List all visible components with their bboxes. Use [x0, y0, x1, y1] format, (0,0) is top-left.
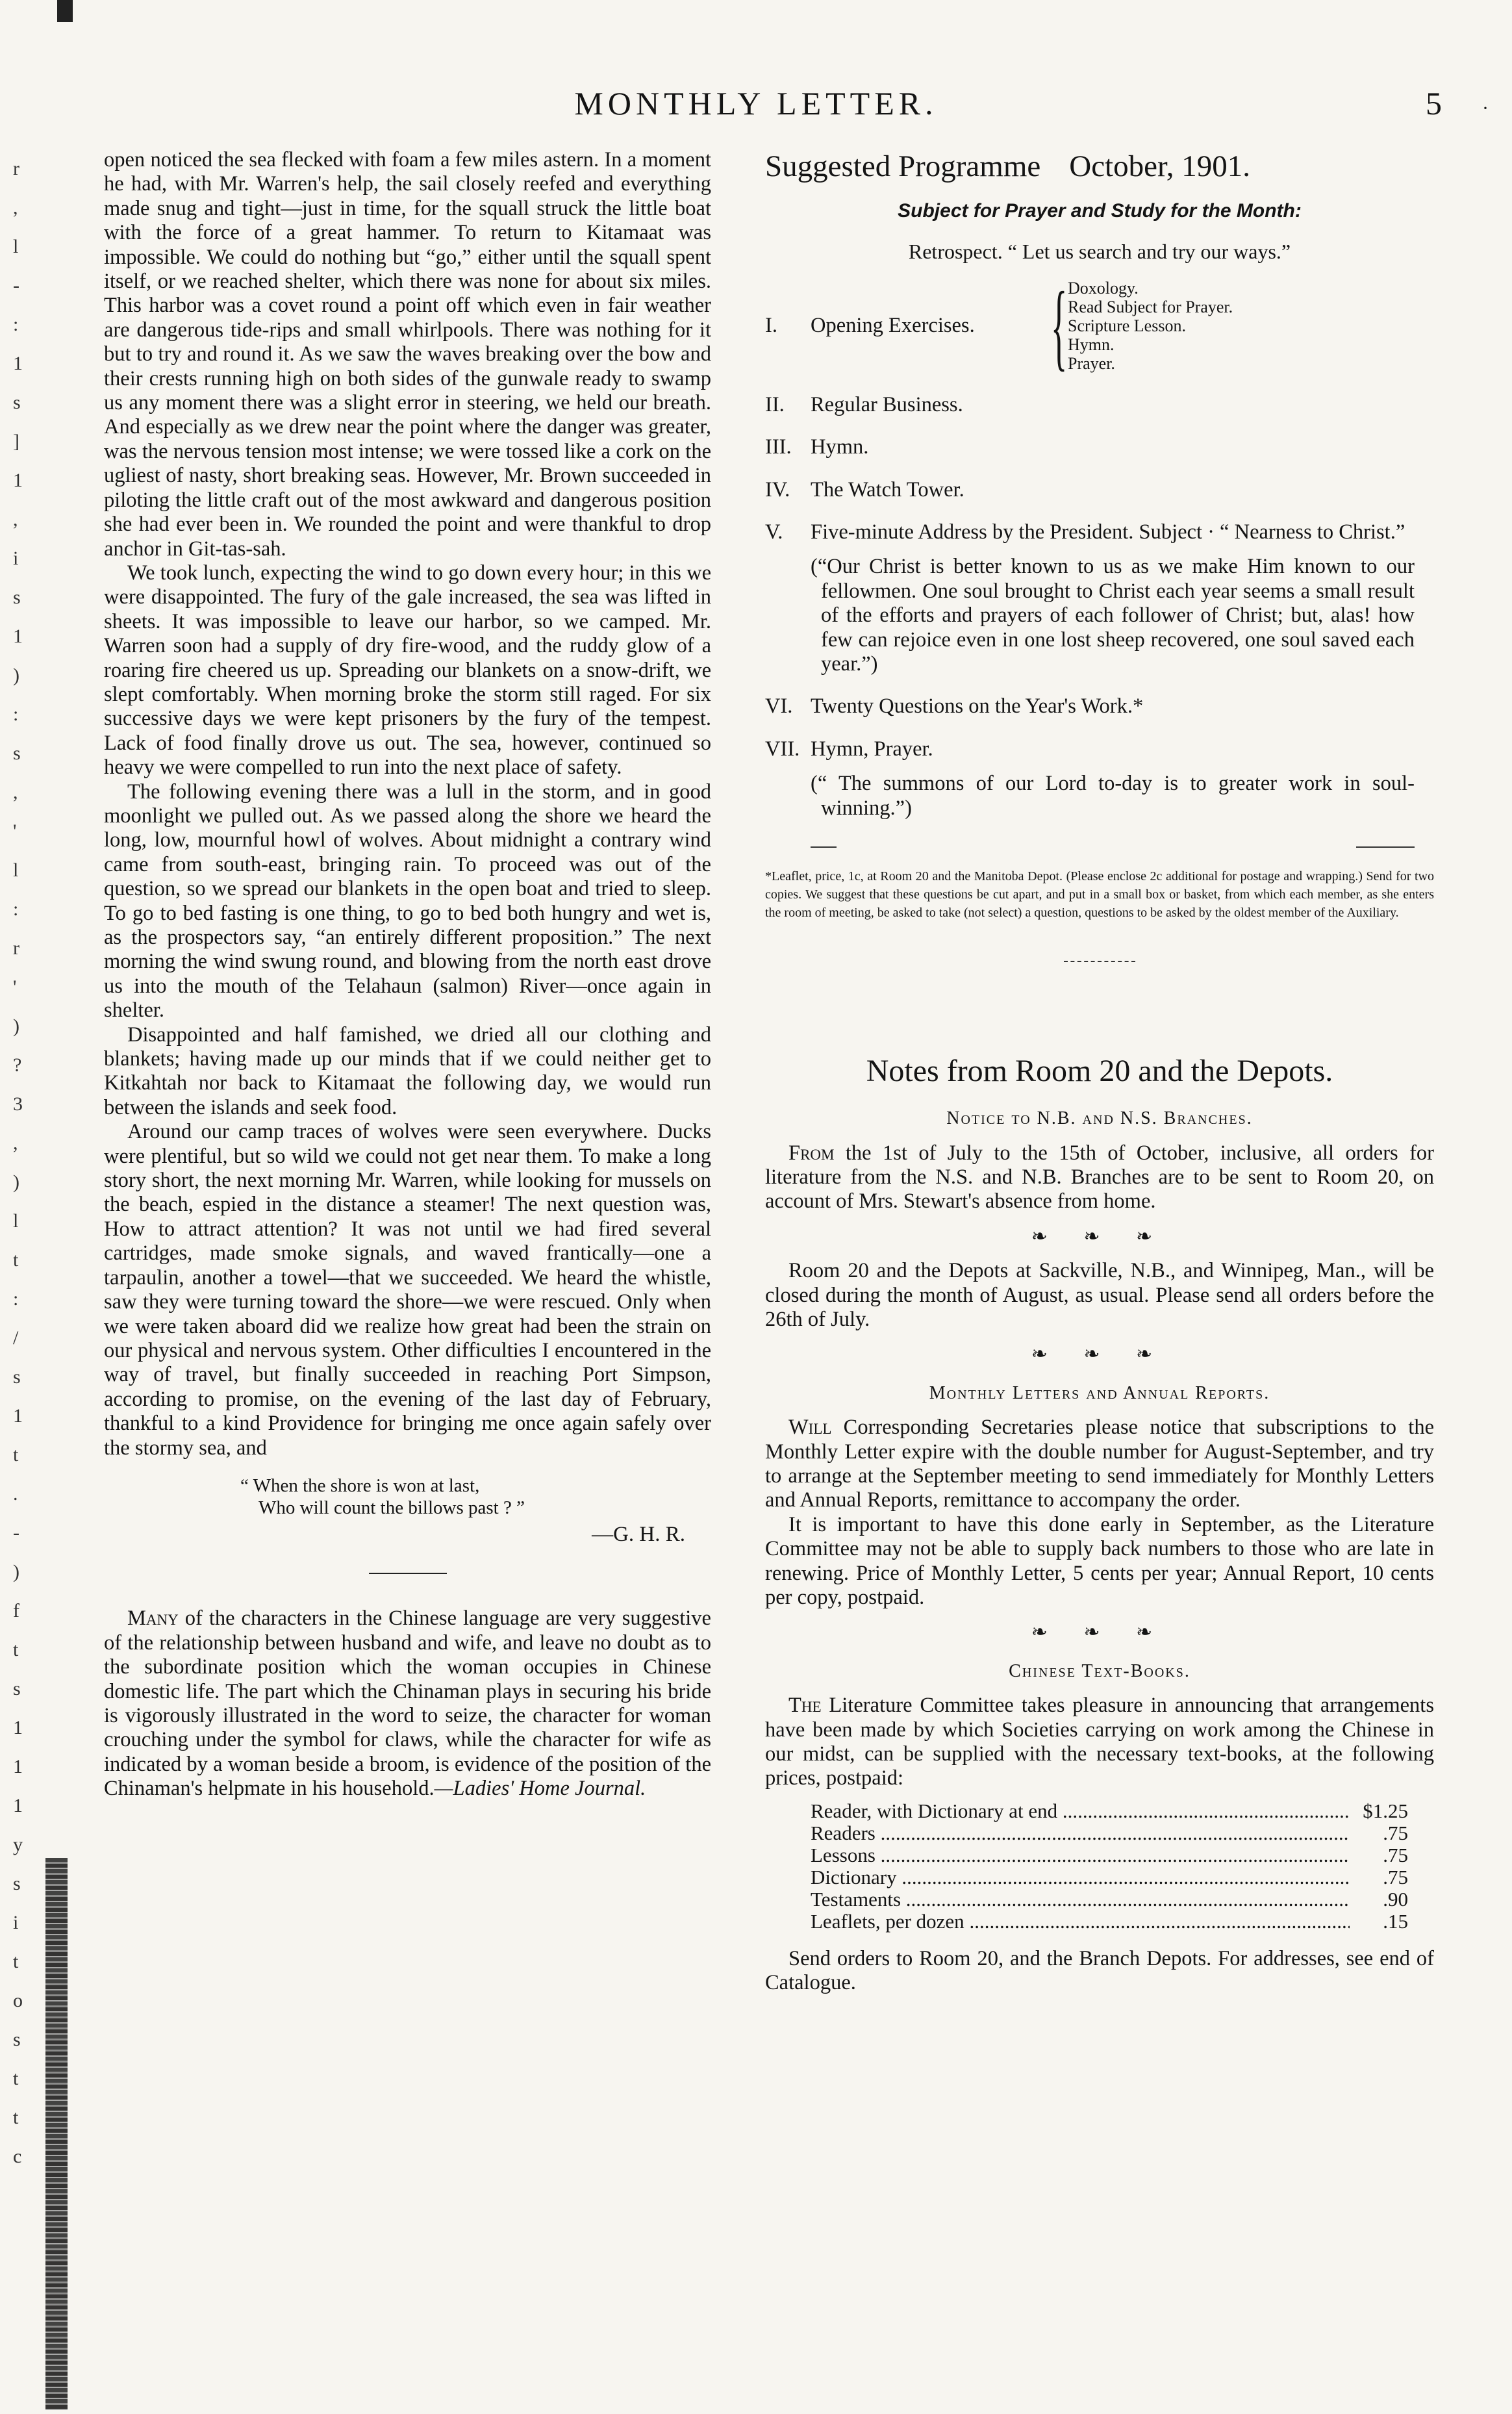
page-header [0, 84, 1512, 130]
margin-fragment: : [13, 1288, 19, 1310]
article-paragraph: Around our camp traces of wolves were seen everywhere. Ducks were plentiful, but so wild we could not get near them. To make a long story short, the next morning Mr. Warren, while looking for mussels on the beach, espied in the distance a steamer! The next question was, How to attract attention? It was not until we had fired several cartridges, made smoke signals, and waved frantically—one a tarpaulin, another a towel—that we succeeded. We heard the whistle, saw they were turning toward the shore—we were rescued. Only when we were taken aboard did we realize how great had been the strain on our physical and nervous system. Other difficulties I encountered in the way of travel, but finally succeeded in reaching Port Simpson, according to promise, on the evening of the last day of February, thankful to a kind Providence for bringing me once again safely over the stormy sea, and [104, 1120, 711, 1460]
price-item: Leaflets, per dozen ..... [811, 1911, 1350, 1933]
margin-fragment: o [13, 1990, 23, 2011]
margin-fragment: ) [13, 1561, 19, 1582]
margin-fragment: s [13, 2029, 21, 2050]
margin-fragment: 1 [13, 1795, 23, 1816]
price-row [811, 1800, 1408, 1822]
margin-fragment: s [13, 392, 21, 413]
left-column [104, 148, 711, 1801]
margin-fragment: r [13, 158, 19, 179]
margin-fragment: . [13, 1483, 18, 1505]
price-value: $1.25 [1363, 1799, 1408, 1822]
price-row [811, 1844, 1408, 1866]
margin-fragment: s [13, 587, 21, 608]
paragraph-text: the 1st of July to the 15th of October, inclusive, all orders for literature from the N.S. and N.B. Branches are to be sent to Room 20, on account of Mrs. Stewart's absence from home. [765, 1141, 1434, 1213]
programme-item [765, 520, 1434, 544]
price-value: .75 [1383, 1843, 1408, 1866]
margin-fragment: s [13, 743, 21, 764]
programme-item [765, 435, 1434, 459]
notes-paragraph: It is important to have this done early in September, as the Literature Committee may not be able to supply back numbers to those who are late in renewing. Price of Monthly Letter, 5 cents per year; Annual Report, 10 cents per copy, postpaid. [765, 1512, 1434, 1609]
margin-fragment: , [13, 197, 18, 218]
lead-word: From [788, 1141, 835, 1165]
price-item: Reader, with Dictionary at end ..... [811, 1800, 1350, 1822]
margin-fragment: ) [13, 1015, 19, 1037]
price-item: Testaments ..... [811, 1888, 1350, 1911]
margin-fragment: c [13, 2146, 22, 2167]
margin-fragment: r [13, 937, 19, 959]
brace-glyph: { [1051, 272, 1068, 380]
ornament-divider: ❧ ❧ ❧ [1031, 1621, 1168, 1644]
price-value: .15 [1383, 1909, 1408, 1933]
dash-divider [811, 846, 1415, 848]
item-number: I. [765, 314, 777, 338]
item-number: V. [765, 520, 783, 544]
margin-fragment: ] [13, 431, 19, 452]
notice-subheading: Chinese Text-Books. [1009, 1660, 1191, 1681]
item-text: Twenty Questions on the Year's Work.* [811, 694, 1144, 718]
margin-fragment: 1 [13, 1756, 23, 1777]
retrospect-line: Retrospect. “ Let us search and try our ways.” [908, 240, 1291, 264]
notes-paragraph [765, 1141, 1434, 1214]
sublist-item: Read Subject for Prayer. [1068, 298, 1233, 317]
margin-fragment: s [13, 1366, 21, 1388]
sublist-item: Doxology. [1068, 279, 1139, 298]
opening-sublist [1068, 279, 1233, 373]
paragraph-text: Literature Committee takes pleasure in announcing that arrangements have been made by which Societies carrying on work among the Chinese in our midst, can be supplied with the necessary text-books, at the following prices, postpaid: [765, 1694, 1434, 1790]
lead-word: The [788, 1694, 822, 1718]
margin-fragment: ' [13, 976, 17, 998]
margin-fragment: l [13, 1210, 19, 1232]
lead-word: Will [788, 1416, 832, 1440]
ornament-divider: ❧ ❧ ❧ [1031, 1343, 1168, 1366]
source-citation: —Ladies' Home Journal. [434, 1777, 646, 1801]
programme-item [765, 478, 1434, 502]
footnote: *Leaflet, price, 1c, at Room 20 and the Manitoba Depot. (Please enclose 2c additional for postage and wrapping.) Send for two copies. We suggest that these questions be cut apart, and put in a small box or basket, from which each member, as she enters the room of meeting, be asked to take (not select) a question, questions to be asked by the oldest member of the Auxiliary. [765, 869, 1434, 921]
programme-quote: (“ The summons of our Lord to-day is to greater work in soul-winning.”) [811, 772, 1415, 820]
section-divider [1064, 961, 1135, 962]
author-signature: —G. H. R. [592, 1522, 685, 1546]
margin-fragment: : [13, 898, 19, 920]
sublist-item: Prayer. [1068, 354, 1115, 374]
margin-fragment: l [13, 859, 19, 881]
margin-fragment: 1 [13, 470, 23, 491]
item-number: III. [765, 435, 792, 459]
item-text: Hymn, Prayer. [811, 737, 933, 761]
margin-fragments [13, 149, 39, 2176]
margin-fragment: t [13, 2107, 19, 2128]
price-row [811, 1822, 1408, 1844]
programme-heading [765, 148, 1434, 184]
paragraph-text: Corresponding Secretaries please notice that subscriptions to the Monthly Letter expire with the double number for August-September, and try to arrange at the September meeting to send immediately for Monthly Letters and Annual Reports, remittance to accompany the order. [765, 1416, 1434, 1512]
right-column [765, 148, 1434, 1996]
price-row [811, 1888, 1408, 1911]
margin-fragment: : [13, 314, 19, 335]
programme-item [765, 393, 1434, 417]
programme-item-opening [765, 272, 1434, 380]
verse-line: Who will count the billows past ? ” [258, 1497, 525, 1518]
programme-list [765, 272, 1434, 820]
margin-fragment: - [13, 1522, 19, 1544]
price-row [811, 1911, 1408, 1933]
margin-fragment: s [13, 1678, 21, 1699]
margin-fragment: 1 [13, 1405, 23, 1427]
margin-fragment: , [13, 781, 18, 803]
article-paragraph: We took lunch, expecting the wind to go down every hour; in this we were disappointed. The fury of the gale increased, the sea was lifted in sheets. It was impossible to leave our harbor, so we camped. Mr. Warren soon had a supply of dry fire-wood, and the ruddy glow of a roaring fire cheered us up. Spreading our blankets on a snow-drift, we slept comfortably. When morning broke the storm still raged. For six successive days we were kept prisoners by the fury of the tempest. Lack of food finally drove us out. The sea, however, continued so heavy we were compelled to run into the next place of safety. [104, 561, 711, 780]
margin-fragment: 3 [13, 1093, 23, 1115]
price-list [811, 1800, 1408, 1933]
margin-fragment: ' [13, 820, 17, 842]
margin-fragment: : [13, 704, 19, 725]
sublist-item: Hymn. [1068, 335, 1115, 355]
notes-paragraph: Send orders to Room 20, and the Branch Depots. For addresses, see end of Catalogue. [765, 1946, 1434, 1995]
margin-fragment: , [13, 509, 18, 530]
ornament-divider: ❧ ❧ ❧ [1031, 1225, 1168, 1247]
item-number: VI. [765, 694, 793, 718]
margin-fragment: i [13, 1912, 19, 1933]
margin-fragment: t [13, 1444, 19, 1466]
item-number: II. [765, 392, 785, 416]
margin-fragment: , [13, 1132, 18, 1154]
notes-paragraph [765, 1416, 1434, 1513]
price-value: .75 [1383, 1865, 1408, 1888]
margin-fragment: i [13, 548, 19, 569]
price-item: Lessons ..... [811, 1844, 1350, 1866]
item-text: The Watch Tower. [811, 477, 964, 502]
margin-fragment: t [13, 2068, 19, 2089]
margin-fragment: ? [13, 1054, 22, 1076]
article-paragraph: open noticed the sea flecked with foam a few miles astern. In a moment he had, with Mr. Warren's help, the sail closely reefed and everything made snug and tight—just in time, for the squall struck the little boat with the force of a great hammer. To return to Kitamaat was impossible. We could do nothing but “go,” either until the squall spent itself, or we reached shelter, which there was none for about six miles. This harbor was a covet round a point off which even in fair weather are dangerous tide-rips and small whirlpools. There was nothing for it but to try and round it. As we saw the waves breaking over the bow and their crests running high on both sides of the gunwale ready to swamp us any moment there was a slight error in steering, we held our breath. And especially as we drew near the point where the danger was greater, was the nervous tension most intense; we were tossed like a cork on the ugliest of nasty, short breaking seas. However, Mr. Brown succeeded in piloting the little craft out of the most awkward and dangerous position she had ever been in. We rounded the point and were thankful to drop anchor in Git-tas-sah. [104, 148, 711, 561]
item-text: Five-minute Address by the President. Subject · “ Nearness to Christ.” [811, 520, 1405, 544]
lead-word: Many [127, 1607, 179, 1631]
price-item: Readers ..... [811, 1822, 1350, 1844]
margin-fragment: t [13, 1639, 19, 1660]
margin-fragment: y [13, 1834, 23, 1855]
article-paragraph: The following evening there was a lull in the storm, and in good moonlight we pulled out. As we passed along the shore we heard the long, low, mournful howl of wolves. About midnight a contrary wind came from south-east, bringing rain. To proceed was out of the question, so we spread our blankets in the open boat and tried to sleep. To go to bed fasting is one thing, to go to bed both hungry and wet is, as the prospectors say, “an entirely different proposition.” The next morning the wind swung round, and blowing from the north east drove us into the mouth of the Telahaun (salmon) River—once again in shelter. [104, 780, 711, 1023]
margin-dot: · [1482, 97, 1489, 119]
price-row [811, 1866, 1408, 1888]
sublist-item: Scripture Lesson. [1068, 316, 1186, 336]
price-value: .90 [1383, 1887, 1408, 1911]
notes-paragraph [765, 1694, 1434, 1791]
margin-fragment: - [13, 275, 19, 296]
margin-fragment: / [13, 1327, 19, 1349]
margin-fragment: t [13, 1951, 19, 1972]
article-paragraph: Disappointed and half famished, we dried all our clothing and blankets; having made up our minds that if we could neither get to Kitkahtah nor back to Kitamaat the following day, we would run between the islands and seek food. [104, 1023, 711, 1119]
margin-fragment: f [13, 1600, 19, 1621]
item-label: Opening Exercises. [811, 314, 975, 338]
page-number: 5 [1426, 85, 1442, 121]
notice-subheading: Monthly Letters and Annual Reports. [929, 1382, 1270, 1403]
scan-corner-mark [57, 0, 73, 22]
margin-fragment: 1 [13, 626, 23, 647]
margin-fragment: t [13, 1249, 19, 1271]
verse-line: “ When the shore is won at last, [240, 1475, 480, 1496]
item-text: Regular Business. [811, 392, 963, 416]
margin-fragment: 1 [13, 1717, 23, 1738]
binding-spine [45, 1858, 68, 2410]
closing-verse [240, 1475, 711, 1519]
notes-paragraph: Room 20 and the Depots at Sackville, N.B., and Winnipeg, Man., will be closed during the month of August, as usual. Please send all orders before the 26th of July. [765, 1259, 1434, 1331]
running-title: MONTHLY LETTER. [574, 85, 938, 121]
price-value: .75 [1383, 1821, 1408, 1844]
subject-line: Subject for Prayer and Study for the Month: [898, 200, 1302, 222]
programme-quote: (“Our Christ is better known to us as we make Him known to our fellowmen. One soul brought to Christ each year seems a small result of the efforts and prayers of each follower of Christ; but, alas! how few can rejoice even in one lost sheep recovered, one soul saved each year.”) [811, 555, 1415, 676]
item-number: IV. [765, 477, 790, 502]
item-text: Hymn. [811, 435, 869, 459]
programme-item [765, 737, 1434, 761]
section-divider [369, 1573, 447, 1574]
margin-fragment: 1 [13, 353, 23, 374]
margin-fragment: l [13, 236, 19, 257]
notes-heading: Notes from Room 20 and the Depots. [866, 1054, 1333, 1089]
programme-date: October, 1901. [1069, 149, 1250, 183]
item-number: VII. [765, 737, 800, 761]
notice-subheading: Notice to N.B. and N.S. Branches. [946, 1108, 1253, 1129]
margin-fragment: ) [13, 665, 19, 686]
margin-fragment: s [13, 1873, 21, 1894]
price-item: Dictionary ..... [811, 1866, 1350, 1888]
margin-fragment: ) [13, 1171, 19, 1193]
paragraph-text: of the characters in the Chinese language are very suggestive of the relationship between husband and wife, and leave no doubt as to the subordinate position which the woman occupies in Chinese domestic life. The part which the Chinaman plays in securing his bride is vigorously illustrated in the word to seize, the character for woman crouching under the symbol for claws, while the character for wife as indicated by a woman beside a broom, is evidence of the position of the Chinaman's helpmate in his household. [104, 1607, 711, 1801]
programme-title: Suggested Programme [765, 149, 1041, 183]
chinese-characters-paragraph [104, 1607, 711, 1801]
programme-item [765, 694, 1434, 718]
